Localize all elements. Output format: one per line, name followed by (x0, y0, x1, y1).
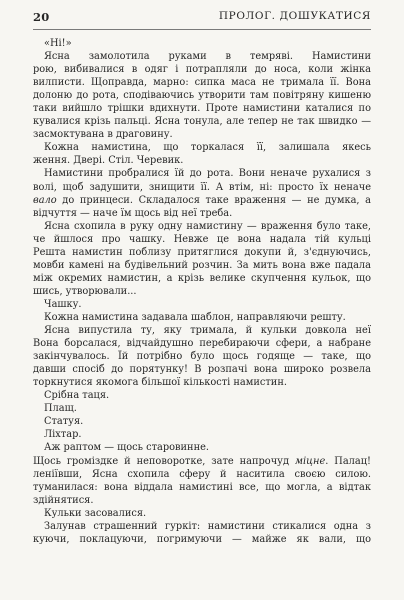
text-line: між окремих намистин, а крізь велике скупчення кульок, що (33, 272, 371, 284)
text-line: засмоктувана в драговину. (33, 129, 173, 141)
text-line: волі, щоб задушити, знищити її. А втім, ні: просто їх неначе (33, 181, 371, 193)
text-line: Ясна випустила ту, яку тримала, й кульки довкола неї (44, 325, 371, 337)
text-line: давши спосіб до порятунку! В розпачі вона широко розвела (33, 364, 371, 376)
text-line: «Ні!» (44, 38, 72, 49)
text-line: відчуття — наче їм щось від неї треба. (33, 207, 233, 219)
page-number: 20 (33, 10, 50, 24)
text-line: шись, утворювали... (33, 285, 137, 297)
text-line: Чашку. (44, 298, 82, 310)
text-line: леніївши, Ясна схопила сферу й наситила своєю силою. (33, 468, 371, 480)
text-line: Кульки засовалися. (44, 507, 147, 519)
text-line: Намистини пробралися їй до рота. Вони неначе рухалися з (44, 168, 371, 180)
text-line: торкнутися якомога більшої кількості намистин. (33, 377, 287, 389)
text-line: Вона борсалася, відчайдушно перебираючи сфери, а набране (33, 338, 371, 350)
text-line: куючи, поклацуючи, погримуючи — майже як вали, що (33, 533, 371, 545)
text-line: че йшлося про чашку. Невже це вона надала тій кульці (33, 233, 371, 245)
page-header (33, 10, 371, 30)
text-line: Ясна схопила в руку одну намистину — враження було таке, (44, 220, 371, 232)
text-line: закінчувалось. Їй потрібно було щось годяще — таке, що (33, 351, 371, 363)
text-line: Решта намистин поблизу притяглися докупи й, з'єднуючись, (33, 246, 371, 258)
text-line: кувалися крізь пальці. Ясна тонула, але тепер не так швидко — (33, 116, 371, 128)
text-line: Плащ. (44, 403, 77, 415)
text-line: мовби камені на будівельний розчин. За мить вона вже падала (33, 259, 371, 271)
text-line: Щось громіздке й неповоротке, зате напрочуд міцне. Палац! (33, 455, 371, 467)
text-line: долоню до рота, сподіваючись утворити там повітряну кишеню (33, 90, 371, 102)
text-line: здійнятися. (33, 494, 94, 506)
text-line: Аж раптом — щось старовинне. (44, 442, 210, 454)
text-line: Кожна намистина, що торкалася її, залишала якесь (44, 142, 371, 154)
text-line: Кожна намистина задавала шаблон, направляючи решту. (44, 311, 346, 323)
text-line: рою, вибивалися в одяг і потрапляли до носа, коли жінка (33, 64, 371, 76)
body-text (33, 37, 371, 546)
text-line: Срібна таця. (44, 390, 110, 402)
text-line: таки вийшло трішки вдихнути. Проте намистини каталися по (33, 103, 371, 115)
text-line: ження. Двері. Стіл. Черевик. (33, 155, 184, 167)
text-line: туманилася: вона віддала намистині все, що могла, а відтак (33, 481, 371, 493)
text-line: Статуя. (44, 416, 84, 428)
text-line: вало до принцеси. Складалося таке враження — не думка, а (33, 194, 371, 206)
text-line: Ясна замолотила руками в темряві. Намистини (44, 51, 371, 63)
text-line: вилписти. Щоправда, марно: сипка маса не тримала її. Вона (33, 77, 371, 89)
text-line: Залунав страшенний гуркіт: намистини стикалися одна з (44, 520, 371, 532)
text-line: Ліхтар. (44, 429, 82, 441)
header-rule (33, 29, 371, 30)
running-head: ПРОЛОГ. ДОШУКАТИСЯ (218, 10, 371, 22)
